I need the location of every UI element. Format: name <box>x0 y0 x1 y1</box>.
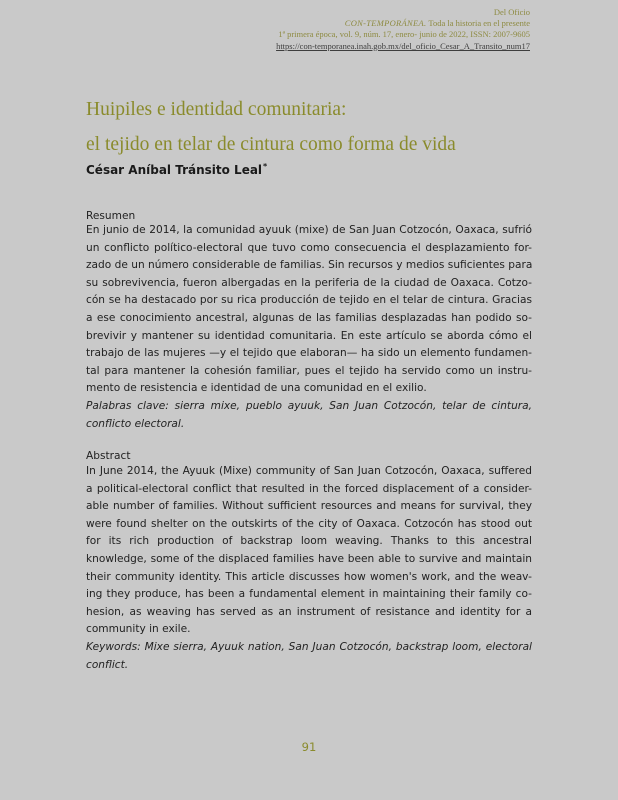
journal-line <box>170 18 530 29</box>
resumen-heading: Resumen <box>86 210 136 222</box>
title-line-1: Huipiles e identidad comunitaria: <box>86 99 347 120</box>
keywords-line: Keywords: Mixe sierra, Ayuuk nation, San Juan Cotzocón, backstrap loom, electoral <box>86 640 532 653</box>
issue-info: 1ª primera época, vol. 9, núm. 17, enero- junio de 2022, ISSN: 2007-9605 <box>278 29 530 40</box>
article-url-link[interactable]: https://con-temporanea.inah.gob.mx/del_oficio_Cesar_A_Transito_num17 <box>276 40 530 51</box>
author-name-text: César Aníbal Tránsito Leal <box>86 163 263 177</box>
palabras-clave-line: conflicto electoral. <box>86 417 185 430</box>
resumen-line: un conflicto político-electoral que tuvo como consecuencia el desplazamiento for- <box>86 241 532 254</box>
resumen-line: a ese conocimiento ancestral, algunas de las familias desplazadas han podido so- <box>86 311 532 324</box>
abstract-line: community in exile. <box>86 623 191 636</box>
resumen-line: brevivir y mantener su identidad comunitaria. En este artículo se aborda cómo el <box>86 329 532 342</box>
resumen-line: mento de resistencia e identidad de una comunidad en el exilio. <box>86 382 427 395</box>
abstract-line: were found shelter on the outskirts of the city of Oaxaca. Cotzocón has stood out <box>86 517 532 530</box>
resumen-line: tal para mantener la cohesión familiar, pues el tejido ha servido como un instru- <box>86 364 532 377</box>
abstract-line: In June 2014, the Ayuuk (Mixe) community of San Juan Cotzocón, Oaxaca, suffered <box>86 465 532 477</box>
running-header <box>170 7 530 52</box>
journal-tagline: Toda la historia en el presente <box>426 18 530 29</box>
abstract-line: knowledge, some of the displaced families have been able to survive and maintain <box>86 552 532 565</box>
abstract-line: for its rich production of backstrap loom weaving. Thanks to this ancestral <box>86 535 532 548</box>
author-name <box>86 162 267 177</box>
resumen-line: su sobrevivencia, fueron albergadas en la periferia de la ciudad de Oaxaca. Cotzo- <box>86 276 532 289</box>
abstract-line: hesion, as weaving has served as an instrument of resistance and identity for a <box>86 605 532 618</box>
resumen-line: En junio de 2014, la comunidad ayuuk (mixe) de San Juan Cotzocón, Oaxaca, sufrió <box>86 224 532 236</box>
resumen-line: zado de un número considerable de familias. Sin recursos y medios suficientes para <box>86 259 533 272</box>
abstract-line: a political-electoral conflict that resulted in the forced displacement of a consider- <box>86 482 532 495</box>
abstract-line: ing they produce, has been a fundamental element in maintaining their family co- <box>86 588 532 601</box>
title-line-2: el tejido en telar de cintura como forma de vida <box>86 134 456 155</box>
article-title <box>86 92 546 162</box>
resumen-body <box>86 222 532 433</box>
palabras-clave-line: Palabras clave: sierra mixe, pueblo ayuuk, San Juan Cotzocón, telar de cintura, <box>86 399 532 412</box>
author-footnote-mark[interactable]: * <box>263 162 268 171</box>
keywords-line: conflict. <box>86 658 129 671</box>
abstract-line: their community identity. This article discusses how women's work, and the weav- <box>86 570 532 583</box>
page-number: 91 <box>301 740 317 754</box>
journal-name: CON-TEMPORÁNEA. <box>344 18 427 29</box>
section-name: Del Oficio <box>493 7 530 17</box>
resumen-line: cón se ha destacado por su rica producción de tejido en el telar de cintura. Gracias <box>86 294 532 307</box>
abstract-heading: Abstract <box>86 450 131 462</box>
resumen-line: trabajo de las mujeres —y el tejido que elaboran— ha sido un elemento fundamen- <box>86 347 532 360</box>
abstract-line: able number of families. Without sufficient resources and means for survival, they <box>86 500 532 513</box>
abstract-body <box>86 463 532 674</box>
